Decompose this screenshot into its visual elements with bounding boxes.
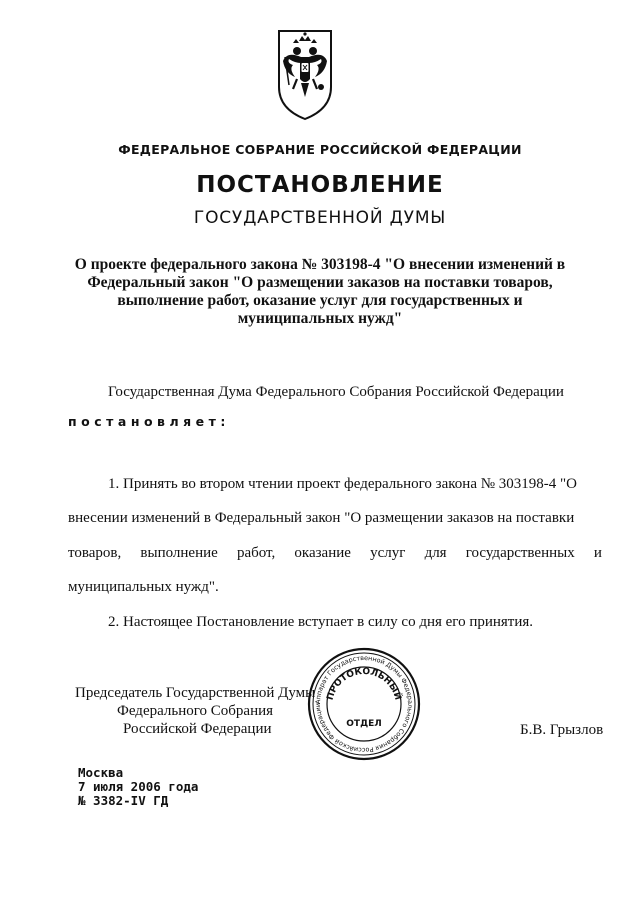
item-1-text: муниципальных нужд". bbox=[68, 579, 219, 595]
subject-line: О проекте федерального закона № 303198-4 "О внесении изменений в bbox=[74, 256, 566, 273]
stamp-outer-text: Аппарат Государственной Думы Федерального Собрания Российской Федерации bbox=[313, 653, 415, 755]
document-subject bbox=[60, 256, 580, 328]
word: работ, bbox=[236, 545, 276, 561]
document-title: ПОСТАНОВЛЕНИЕ bbox=[196, 172, 444, 198]
subject-line: Федеральный закон "О размещении заказов на поставки товаров, bbox=[87, 274, 553, 291]
word: выполнение bbox=[140, 545, 218, 561]
organization-title: ФЕДЕРАЛЬНОЕ СОБРАНИЕ РОССИЙСКОЙ ФЕДЕРАЦИИ bbox=[118, 142, 522, 157]
preamble-text: Государственная Дума Федерального Собрания Российской Федерации bbox=[108, 384, 564, 400]
russian-coat-of-arms-icon bbox=[273, 27, 337, 123]
word: государственных bbox=[465, 545, 575, 561]
subject-line: выполнение работ, оказание услуг для государственных и bbox=[117, 292, 523, 309]
stamp-inner-text: ПРОТОКОЛЬНЫЙ bbox=[325, 666, 403, 702]
item-1-text: 1. Принять во втором чтении проект федерального закона № 303198-4 "О bbox=[108, 476, 577, 492]
signatory-title: Федерального Собрания bbox=[117, 703, 274, 719]
signatory-title: Российской Федерации bbox=[123, 721, 272, 737]
word: товаров, bbox=[68, 545, 122, 561]
resolves-word: постановляет: bbox=[68, 414, 230, 429]
stamp-department-text: ОТДЕЛ bbox=[346, 719, 382, 729]
item-1-text: внесении изменений в Федеральный закон "О размещении заказов на поставки bbox=[68, 510, 575, 526]
word: услуг bbox=[370, 545, 406, 561]
item-1-justified-line bbox=[68, 545, 602, 562]
signatory-title: Председатель Государственной Думы bbox=[75, 685, 316, 701]
subject-line: муниципальных нужд" bbox=[237, 310, 403, 327]
signing-date: 7 июля 2006 года bbox=[78, 779, 199, 794]
word: и bbox=[593, 545, 602, 561]
word: для bbox=[424, 545, 447, 561]
signer-name: Б.В. Грызлов bbox=[520, 722, 604, 738]
document-number: № 3382-IV ГД bbox=[78, 793, 169, 808]
item-2-text: 2. Настоящее Постановление вступает в силу со дня его принятия. bbox=[108, 614, 534, 630]
word: оказание bbox=[294, 545, 351, 561]
official-stamp bbox=[306, 646, 422, 762]
place-of-signing: Москва bbox=[78, 765, 124, 780]
document-subtitle: ГОСУДАРСТВЕННОЙ ДУМЫ bbox=[193, 208, 447, 228]
